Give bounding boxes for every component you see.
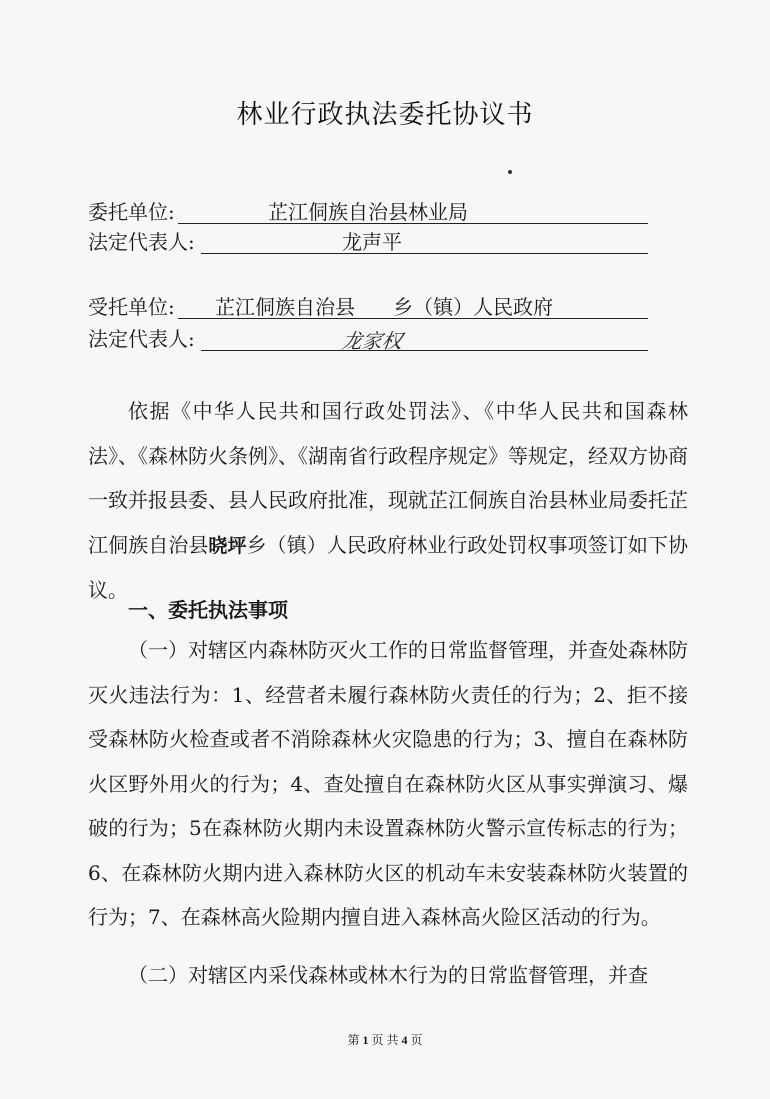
entrusting-unit-value: 芷江侗族自治县林业局 <box>268 200 468 224</box>
intro-text-part2: 乡（镇）人民政府林业行政处罚权事项签订如下协议。 <box>88 532 688 602</box>
entrusted-unit-label: 受托单位: <box>88 295 175 319</box>
section1-heading: 一、委托执法事项 <box>128 598 288 622</box>
item2-paragraph: （二）对辖区内采伐森林或林木行为的日常监督管理，并查 <box>128 963 648 987</box>
footer-page-number: 1 <box>362 1033 369 1047</box>
entrusted-unit-value: 芷江侗族自治县 乡（镇）人民政府 <box>215 295 554 319</box>
legal-rep-underline-2 <box>201 350 648 351</box>
document-title: 林业行政执法委托协议书 <box>236 100 534 130</box>
intro-paragraph <box>88 389 688 613</box>
page-footer <box>0 1031 770 1048</box>
entrusted-unit-field <box>88 293 653 321</box>
legal-rep-value-1: 龙声平 <box>342 230 402 254</box>
legal-rep-signature-2: 龙家权 <box>340 329 404 353</box>
footer-prefix: 第 <box>347 1033 360 1047</box>
entrusting-unit-label: 委托单位: <box>88 200 175 224</box>
footer-mid: 页 共 <box>371 1033 399 1047</box>
legal-rep-field-1 <box>88 228 653 256</box>
legal-rep-label-1: 法定代表人: <box>88 230 195 254</box>
item1-paragraph: （一）对辖区内森林防灭火工作的日常监督管理，并查处森林防灭火违法行为：1、经营者未履行森林防火责任的行为；2、拒不接受森林防火检查或者不消除森林火灾隐患的行为；3、擅自在森林防火区野外用火的行为；4、查处擅自在森林防火区从事实弹演习、爆破的行为；5在森林防火期内未设置森林防火警示宣传标志的行为；6、在森林防火期内进入森林防火区的机动车未安装森林防火装置的行为；7、在森林高火险期内擅自进入森林高火险区活动的行为。 <box>88 638 688 929</box>
intro-handwritten-township: 晓坪 <box>208 534 247 557</box>
legal-rep-underline-1 <box>201 253 648 254</box>
entrusting-unit-field <box>88 198 653 226</box>
legal-rep-label-2: 法定代表人: <box>88 327 195 351</box>
footer-total-pages: 4 <box>401 1033 408 1047</box>
intro-text-part1: 依据《中华人民共和国行政处罚法》、《中华人民共和国森林法》、《森林防火条例》、《湖南省行政程序规定》等规定，经双方协商一致并报县委、县人民政府批准，现就芷江侗族自治县林业局委托芷江侗族自治县 <box>88 399 688 557</box>
footer-suffix: 页 <box>410 1033 423 1047</box>
ink-dot <box>508 170 512 174</box>
legal-rep-field-2 <box>88 325 653 353</box>
